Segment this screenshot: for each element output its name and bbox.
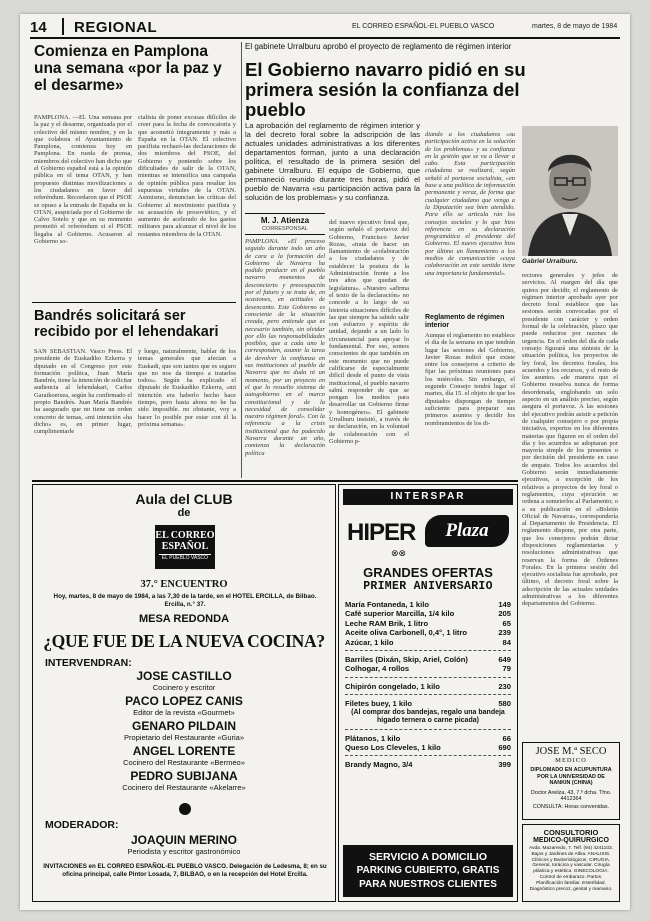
item-price: 399	[498, 760, 511, 770]
correo-logo-line1: EL CORREO	[155, 530, 215, 541]
item-name: María Fontaneda, 1 kilo	[345, 600, 429, 609]
ad-club-moderador-name: JOAQUIN MERINO	[130, 833, 237, 847]
hiper-footer-line2: PARKING CUBIERTO, GRATIS	[356, 865, 500, 876]
item-name: Aceite oliva Carbonell, 0,4°, 1 litro	[345, 628, 468, 638]
ad-hiperplaza	[338, 484, 518, 902]
item-name: Filetes buey, 1 kilo	[345, 699, 412, 709]
newspaper-page	[20, 14, 630, 910]
headline-bandres: Bandrés solicitará ser recibido por el lehendakari	[34, 308, 219, 340]
price-divider	[345, 729, 511, 730]
price-row	[345, 609, 511, 618]
speaker-item	[33, 720, 335, 745]
price-row	[345, 655, 511, 664]
price-row	[345, 734, 511, 743]
main-headline: El Gobierno navarro pidió en su primera sesión la confianza del pueblo	[245, 59, 526, 120]
price-divider	[345, 650, 511, 651]
ad-club-de: de	[177, 507, 191, 519]
item-price: 649	[498, 655, 511, 665]
speaker-role: Propietario del Restaurante «Guria»	[123, 733, 245, 742]
consultorio-body: Avda. Mazarredo, 7. Telf. (94) 4241103. Bajos y Jardines de Albia. ANALISIS. Clínicos y Bacteriológicos. CIRUGIA. General, torácica y vascular. Cirugía plástica y estética. GINECOLOGIA. Control de embarazo. Partos. Planificación familiar. Esterilidad. Diagnóstico precoz, genital y mamario.	[529, 846, 613, 892]
pamplona-column-1: PAMPLONA. —El. Una semana por la paz y el desarme, organizada por el colectivo del mismo nombre, y en la que colabora el Ayuntamiento de Pamplona, comienza hoy en Pamplona. En rueda de prensa, miembros del colectivo han dicho que el Gobierno español está a la opinión pública en el tema OTAN, y han propuesto distintas movilizaciones a los ciudadanos en favor del referéndum. Recordaron que el PSOE se opuso a la entrada de España en la OTAN, auspiciada por el Gobierno de Calvo Sotelo y que en su momento prometió el referéndum si el PSOE llegaba al Gobierno. Acusaron al Gobierno so-	[34, 114, 132, 246]
item-note: (Al comprar dos bandejas, regalo una bandeja hígado ternera o carne picada)	[351, 708, 505, 725]
speaker-list	[33, 670, 335, 795]
item-price: 149	[498, 600, 511, 609]
item-price: 690	[498, 743, 511, 753]
article-separator	[32, 302, 236, 303]
item-name: Brandy Magno, 3/4	[345, 760, 413, 770]
byline-role: CORRESPONSAL	[262, 226, 308, 232]
hiper-footer-line1: SERVICIO A DOMICILIO	[368, 851, 488, 863]
price-row	[345, 682, 511, 691]
ad-aula-club	[32, 484, 336, 902]
speaker-role: Cocinero del Restaurante «Bermeo»	[123, 758, 245, 767]
photo-caption: Gabriel Urralburu.	[522, 258, 578, 265]
doctor-consulta: CONSULTA: Horas convenidas.	[532, 803, 610, 810]
ad-club-question: ¿QUE FUE DE LA NUEVA COCINA?	[43, 631, 325, 651]
logo-mark-icon: ⊗⊗	[391, 549, 407, 559]
column-divider	[241, 42, 242, 478]
pamplona-column-2: cialista de poner excusas difíciles de creer para la fecha de convocatoria y que acometió íntegramente y más a España en la OTAN. El colectivo pacifista rechazó-las declaraciones de dos miembros del PSOE, del Gobierno y poniendo sobre los dificultades de salir de la OTAN, mientras se intensifica una campaña de opinión pública para resaltar los supuestas virtudes de la OTAN. Asimismo, denuncian las críticas del Gobierno al movimiento pacifista y su acusación de prosoviético, y el aumento de acelerado de los gastos militares para alcanzar el nivel de los restantes miembros de la OTAN.	[138, 114, 236, 238]
main-column-1: PAMPLONA. «El proceso seguido durante todo un año de cara a la formación del Gobierno de Navarra ha podido producir en el pueblo navarro momentos de desconcierto y preocupación por el futuro y se trata de, en ocasiones, en actitudes de desencanto. Este Gobierno es consciente de la situación creada, pero entiende que es necesario también, sin olvidar por ello las responsabilidades posibles, que a cada uno le corresponden, asumir la tarea de devolver la confianza en sus instituciones al pueblo de Navarra que no duda ni un momento, por un proyecto en el que lo resuelto sistema de autogobierno en el marco constitucional y de la necesidad de consolidar nuestro régimen foral». Con la referencia a la crisis institucional que ha padecido Navarra durante un año, comienza la declaración política	[245, 238, 325, 457]
price-divider	[345, 694, 511, 695]
correo-logo-line2: ESPAÑOL	[161, 541, 209, 552]
item-price: 580	[498, 699, 511, 709]
item-name: Queso Los Cleveles, 1 kilo	[345, 743, 441, 753]
main-column-3: diando a los ciudadanos «su participación activa en la solución de los problemas» y su confianza en la gestión que se va a llevar a cabo. Esta participación ciudadana se realizará, según señaló el portavoz socialista, «en base a una política de información permanente y veraz, de forma que cualquier ciudadano que venga a la Diputación sea bien atendido. Para ello se articula rán los consejos sociales y lo que hizo referencia en su declaración programática el presidente del Gobierno. El nuevo ejecutivo hizo por último un llamamiento a los medios de comunicación «cuya colaboración en este sentido tiene una importancia fundamental».	[425, 131, 515, 277]
page-number: 14	[30, 19, 47, 36]
item-name: Chipirón congelado, 1 kilo	[345, 681, 440, 691]
price-row	[345, 600, 511, 609]
hiper-footer-box	[343, 845, 513, 897]
speaker-name: PEDRO SUBIJANA	[130, 769, 238, 783]
item-price: 239	[498, 628, 511, 638]
price-row	[345, 619, 511, 628]
price-row	[345, 628, 511, 637]
speaker-name: PACO LOPEZ CANIS	[125, 694, 243, 708]
ad-club-title: Aula del CLUB	[135, 491, 233, 507]
doctor-title: MEDICO	[555, 757, 587, 764]
ad-club-invitations: INVITACIONES en EL CORREO ESPAÑOL-EL PUEBLO VASCO. Delegación de Ledesma, 8; en su oficina principal, calle Pintor Losada, 7, BILBAO, o en la recepción del Hotel Ercilla.	[43, 863, 327, 878]
doctor-name: JOSE M.ª SECO	[535, 746, 607, 757]
main-column-3b: Aunque el reglamento no establece el día de la semana en que tendrán lugar las sesiones del Gobierno, Javier Rozas indicó que existe entre los consejeros a criterio de fijar las próximas reuniones para los miércoles. Sin embargo, el segundo Consejo tendrá lugar el martes, día 15. el objeto de que los diputados dispongan de tiempo suficiente para preparar sus primeros asuntos y decidir los nombramientos de los di-	[425, 332, 515, 427]
ad-consultorio	[522, 824, 620, 902]
consultorio-title-2: MEDICO-QUIRURGICO	[533, 837, 609, 844]
speaker-role: Cocinero del Restaurante «Akelarre»	[122, 783, 246, 792]
main-subhead: Reglamento de régimen interior	[425, 314, 505, 329]
item-price: 84	[502, 637, 511, 647]
ad-club-moderador-label: MODERADOR:	[45, 819, 119, 831]
interspar-banner: INTERSPAR	[343, 489, 513, 505]
consultorio-title-1: CONSULTORIO	[543, 828, 599, 837]
item-price: 230	[498, 681, 511, 691]
hiper-headline-2: PRIMER ANIVERSARIO	[363, 580, 493, 593]
ad-club-encuentro: 37.° ENCUENTRO	[140, 579, 228, 590]
item-price: 66	[502, 733, 511, 743]
hiper-headline-1: GRANDES OFERTAS	[363, 565, 493, 580]
ad-medico-seco	[522, 742, 620, 820]
speaker-name: ANGEL LORENTE	[132, 744, 236, 758]
price-list	[345, 600, 511, 770]
portrait-image	[522, 126, 618, 256]
byline-name: M. J. Atienza	[260, 216, 310, 225]
speaker-role: Editor de la revista «Gourmet»	[133, 708, 235, 717]
item-price: 205	[498, 609, 511, 619]
byline-rule-top	[245, 213, 325, 214]
headline-pamplona: Comienza en Pamplona una semana «por la paz y el desarme»	[34, 43, 222, 94]
portrait-photo	[522, 126, 618, 256]
price-row	[345, 743, 511, 752]
speaker-item	[33, 770, 335, 795]
doctor-diploma: DIPLOMADO EN ACUPUNTURA POR LA UNIVERSIDAD DE NANKIN (CHINA)	[530, 767, 612, 786]
main-lede: La aprobación del reglamento de régimen interior y la del decreto foral sobre la adscripción de las actuales unidades administrativas a los diferentes departamentos forman, junto a una declaración política, el resultado de la primera sesión del gabinete Urralburu. El equipo de Gobierno, que permaneció reunido durante tres horas, pidió el pueblo de Navarra «su participación activa para la solución de los problemas» y su confianza.	[245, 121, 420, 202]
issue-date: martes, 8 de mayo de 1984	[532, 23, 618, 30]
item-name: Café superior Marcilla, 1/4 kilo	[345, 609, 455, 619]
speaker-item	[33, 745, 335, 770]
byline-rule-bottom	[245, 234, 325, 235]
price-divider	[345, 677, 511, 678]
hiper-logo-text: HIPER	[347, 519, 416, 546]
plaza-logo: Plaza	[425, 515, 509, 547]
doctor-address: Doctor Areilza, 43, 7.º dcha. Tfno. 4412364	[530, 789, 612, 802]
masthead: EL CORREO ESPAÑOL-EL PUEBLO VASCO	[352, 23, 495, 30]
price-row	[345, 699, 511, 708]
speaker-role: Cocinero y escritor	[152, 683, 216, 692]
item-name: Barriles (Dixán, Skip, Ariel, Colón)	[345, 655, 468, 665]
bandres-column-2: y luego, naturalmente, hablar de los temas generales que afectan a Euskadi, que son tantos que es seguro que no nos da tiempo a tratarlos todos». Según ha explicado el diputado de Euskadiko Ezkerra, «mi intención era haberlo hecho hace tiempo, pero hasta ahora no he ha sido imposible. no obstante, voy a hacer lo posible por estar con él la próxima semana».	[138, 348, 236, 428]
item-name: Azúcar, 1 kilo	[345, 637, 394, 647]
header-rule	[30, 37, 620, 39]
item-name: Leche RAM Brik, 1 litro	[345, 618, 429, 628]
section-title: REGIONAL	[74, 19, 158, 36]
main-kicker: El gabinete Urralburu aprobó el proyecto de reglamento de régimen interior	[245, 42, 512, 51]
ad-club-mesa: MESA REDONDA	[138, 613, 230, 625]
speaker-item	[33, 695, 335, 720]
bullet-dot	[179, 803, 191, 815]
hiper-footer-line3: PARA NUESTROS CLIENTES	[359, 879, 497, 890]
header-divider	[62, 18, 64, 35]
main-column-4: rectores generales y jefes de servicios. Al margen del día que quiera por decidir, el reglamento de régimen interior aprobado ayer por decreto foral establece que las sesiones serán convocadas por el presidente con carácter y orden formal de la celebración, plazo que puede reducirse por razones de urgencia. En el orden del día de cada consejo figurará una síntesis de la situación política, los proyectos de ley foral, los decretos forales, los acuerdos y los recursos, y el resto de los asuntos. «de manera que el Gobierno resuelva nunca de forma desordenada, englobando un solo aspecto en un análisis preciso, según asegura el portavoz. A las sesiones del ejecutivo podrán asistir a petición de cualquier consejero o por propia iniciativa, expertos en los diferentes materias que figuren en el orden del día y los acuerdos se adoptaran por mayoría simple de los presentes o por decisión del presidente en caso de empate. Todos los acuerdos del Gobierno serán inmediatamente ejecutivos, a excepción de los relativos a proyectos de ley foral o reglamentos, cuya ejecución se ordena a someterlos al Parlamento; o a su publicación en el «Boletín Oficial de Navarra», correspondería al Departamento de Presidencia. El reglamento dispone, por otra parte, que los consejeros podrán dictar disposiciones reglamentarias y resoluciones administrativas que reservan la forma de Órdenes Forales. En la primera sesión del ejecutivo socialista fue aprobado, por último, el decreto foral sobre la adscripción de las actuales unidades administrativas a los diferentes departamentos del Gobierno.	[522, 272, 618, 608]
item-name: Colhogar, 4 rollos	[345, 664, 410, 674]
item-price: 79	[502, 664, 511, 674]
ad-club-intervienen: INTERVENDRAN:	[45, 657, 132, 669]
ads-separator	[32, 480, 518, 482]
speaker-name: GENARO PILDAIN	[131, 719, 236, 733]
correo-logo-line3: EL PUEBLO VASCO	[159, 554, 211, 562]
correo-logo	[155, 525, 215, 569]
price-row	[345, 638, 511, 647]
price-divider	[345, 755, 511, 756]
speaker-name: JOSE CASTILLO	[136, 669, 232, 683]
main-column-2: del nuevo ejecutivo foral que, según señaló el portavoz del Gobierno, Francisco Javier Rozas, «trata de hacer un llamamiento de «colaboración a los ciudadanos y de establecer la postura de la Administración frente a los tres años que quedan de legislatura». «Nuestro «afirma el texto de la declaración» no concede a lo largo de su historia situaciones difíciles de las que siempre ha sabido salir con esfuerzo y espíritu de unidad, dejando a un lado lo circunstancial para apoyar lo fundamental. Por eso, somos conscientes de que también en este momento que no puede calificarse de especialmente difícil desde el punto de vista institucional, el pueblo navarro sabrá responder de que se pongan los medios para desarrollar un Gobierno firme y homogéneo». El gabinete Urralburu insistió, a través de su declaración, en la voluntad de colaboración con el Gobierno p-	[329, 219, 409, 445]
price-row	[345, 760, 511, 769]
item-price: 65	[502, 618, 511, 628]
ad-club-moderador-role: Periodista y escritor gastronómico	[127, 847, 241, 856]
price-row	[345, 664, 511, 673]
speaker-item	[33, 670, 335, 695]
item-name: Plátanos, 1 kilo	[345, 733, 401, 743]
ad-club-details: Hoy, martes, 8 de mayo de 1984, a las 7,30 de la tarde, en el HOTEL ERCILLA, de Bilbao. Ercilla, n.° 37.	[53, 593, 317, 608]
bandres-column-1: SAN SEBASTIAN. Vasco Press. El presidente de Euskadiko Ezkerra y diputado en el Congreso por este formación política, Juan María Bandrés, tiene la intención de solicitar audiencia al lehendakari, Carlos Garaikoetxea, según ha confirmado el propio Bandrés. Juan María Bandrés ha asegurado que no tiene un orden concreto de temas, «mi intención «ha dicho» es, en primer lugar, cumplimentarle	[34, 348, 132, 436]
